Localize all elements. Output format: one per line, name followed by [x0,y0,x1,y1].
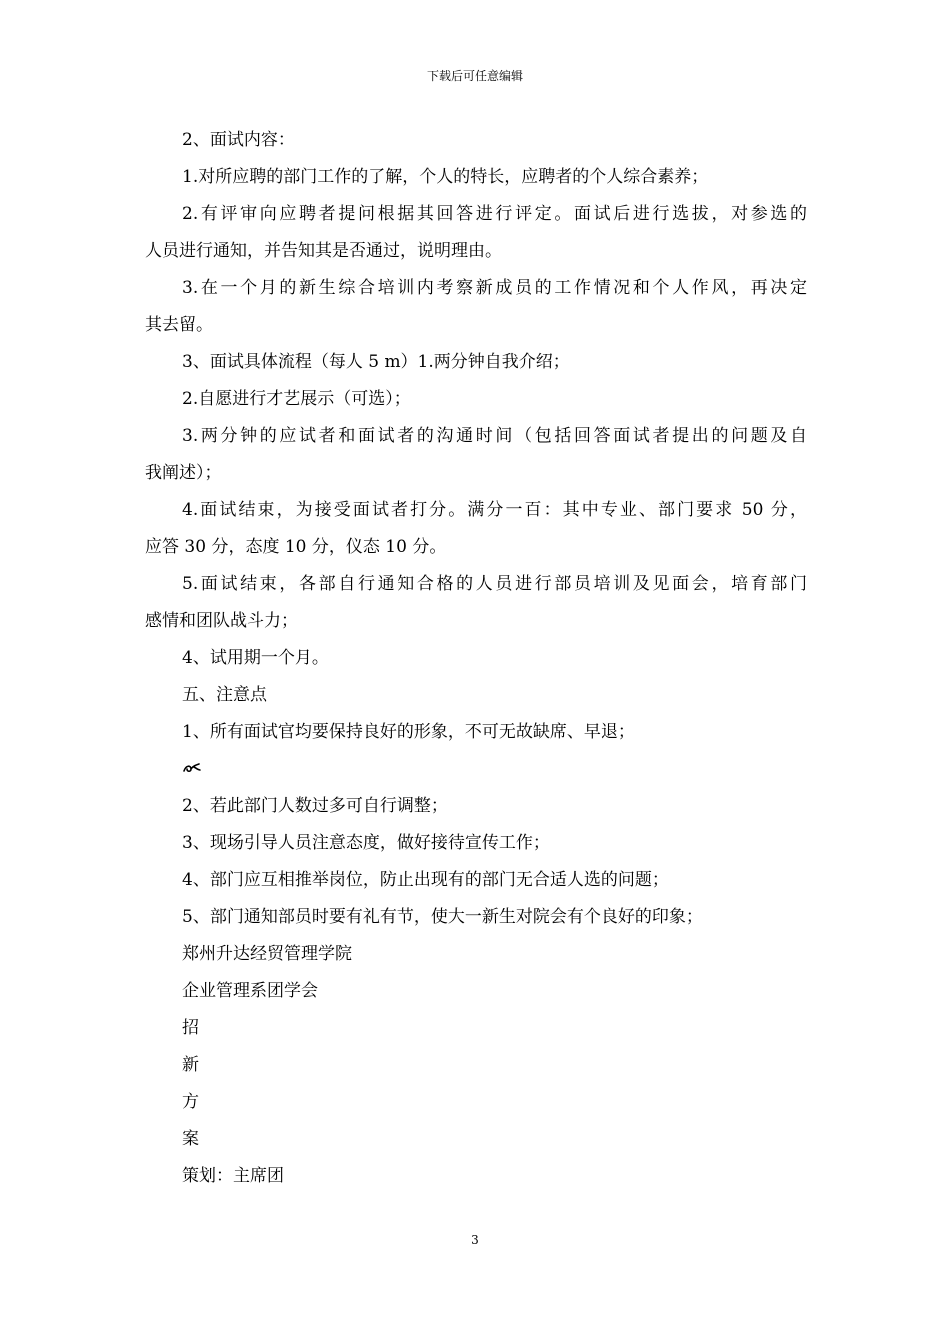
paragraph-line: 感情和团队战斗力； [145,611,298,631]
paragraph-line: 4.面试结束，为接受面试者打分。满分一百：其中专业、部门要求 50 分， [182,500,807,520]
section-heading-probation: 4、试用期一个月。 [182,648,329,668]
planner-line: 策划：主席团 [182,1166,284,1186]
paragraph-line: 其去留。 [145,315,213,335]
paragraph-line: 2.自愿进行才艺展示（可选）； [182,389,411,409]
paragraph-line: 3.两分钟的应试者和面试者的沟通时间（包括回答面试者提出的问题及自 [182,426,807,446]
paragraph-line: 应答 30 分，态度 10 分，仪态 10 分。 [145,537,447,557]
document-body [145,128,807,1201]
paragraph-line: 1.对所应聘的部门工作的了解，个人的特长，应聘者的个人综合素养； [182,167,709,187]
list-item: 4、部门应互相推举岗位，防止出现有的部门无合适人选的问题； [182,870,669,890]
paragraph-line: 人员进行通知，并告知其是否通过，说明理由。 [145,241,502,261]
organization-name: 郑州升达经贸管理学院 [182,944,352,964]
paragraph-line: 3.在一个月的新生综合培训内考察新成员的工作情况和个人作风，再决定 [182,278,807,298]
list-item: 2、若此部门人数过多可自行调整； [182,796,448,816]
section-heading-interview-content: 2、面试内容： [182,130,295,150]
list-item: 1、所有面试官均要保持良好的形象，不可无故缺席、早退； [182,722,635,742]
paragraph-line: 2.有评审向应聘者提问根据其回答进行评定。面试后进行选拔，对参选的 [182,204,807,224]
section-heading-interview-process: 3、面试具体流程（每人 5 m）1.两分钟自我介绍； [182,352,570,372]
list-item: 5、部门通知部员时要有礼有节，使大一新生对院会有个良好的印象； [182,907,703,927]
page-number: 3 [471,1233,479,1247]
section-heading-notes: 五、注意点 [182,685,267,705]
ornament-icon [182,761,202,775]
title-character: 案 [182,1129,199,1149]
page-header-note: 下载后可任意编辑 [426,69,523,83]
department-name: 企业管理系团学会 [182,981,318,1001]
paragraph-line: 5.面试结束，各部自行通知合格的人员进行部员培训及见面会，培育部门 [182,574,807,594]
title-character: 招 [182,1018,199,1038]
title-character: 新 [182,1055,199,1075]
list-item: 3、现场引导人员注意态度，做好接待宣传工作； [182,833,550,853]
title-character: 方 [182,1092,199,1112]
ornament-line [145,757,807,794]
paragraph-line: 我阐述）； [145,463,222,483]
